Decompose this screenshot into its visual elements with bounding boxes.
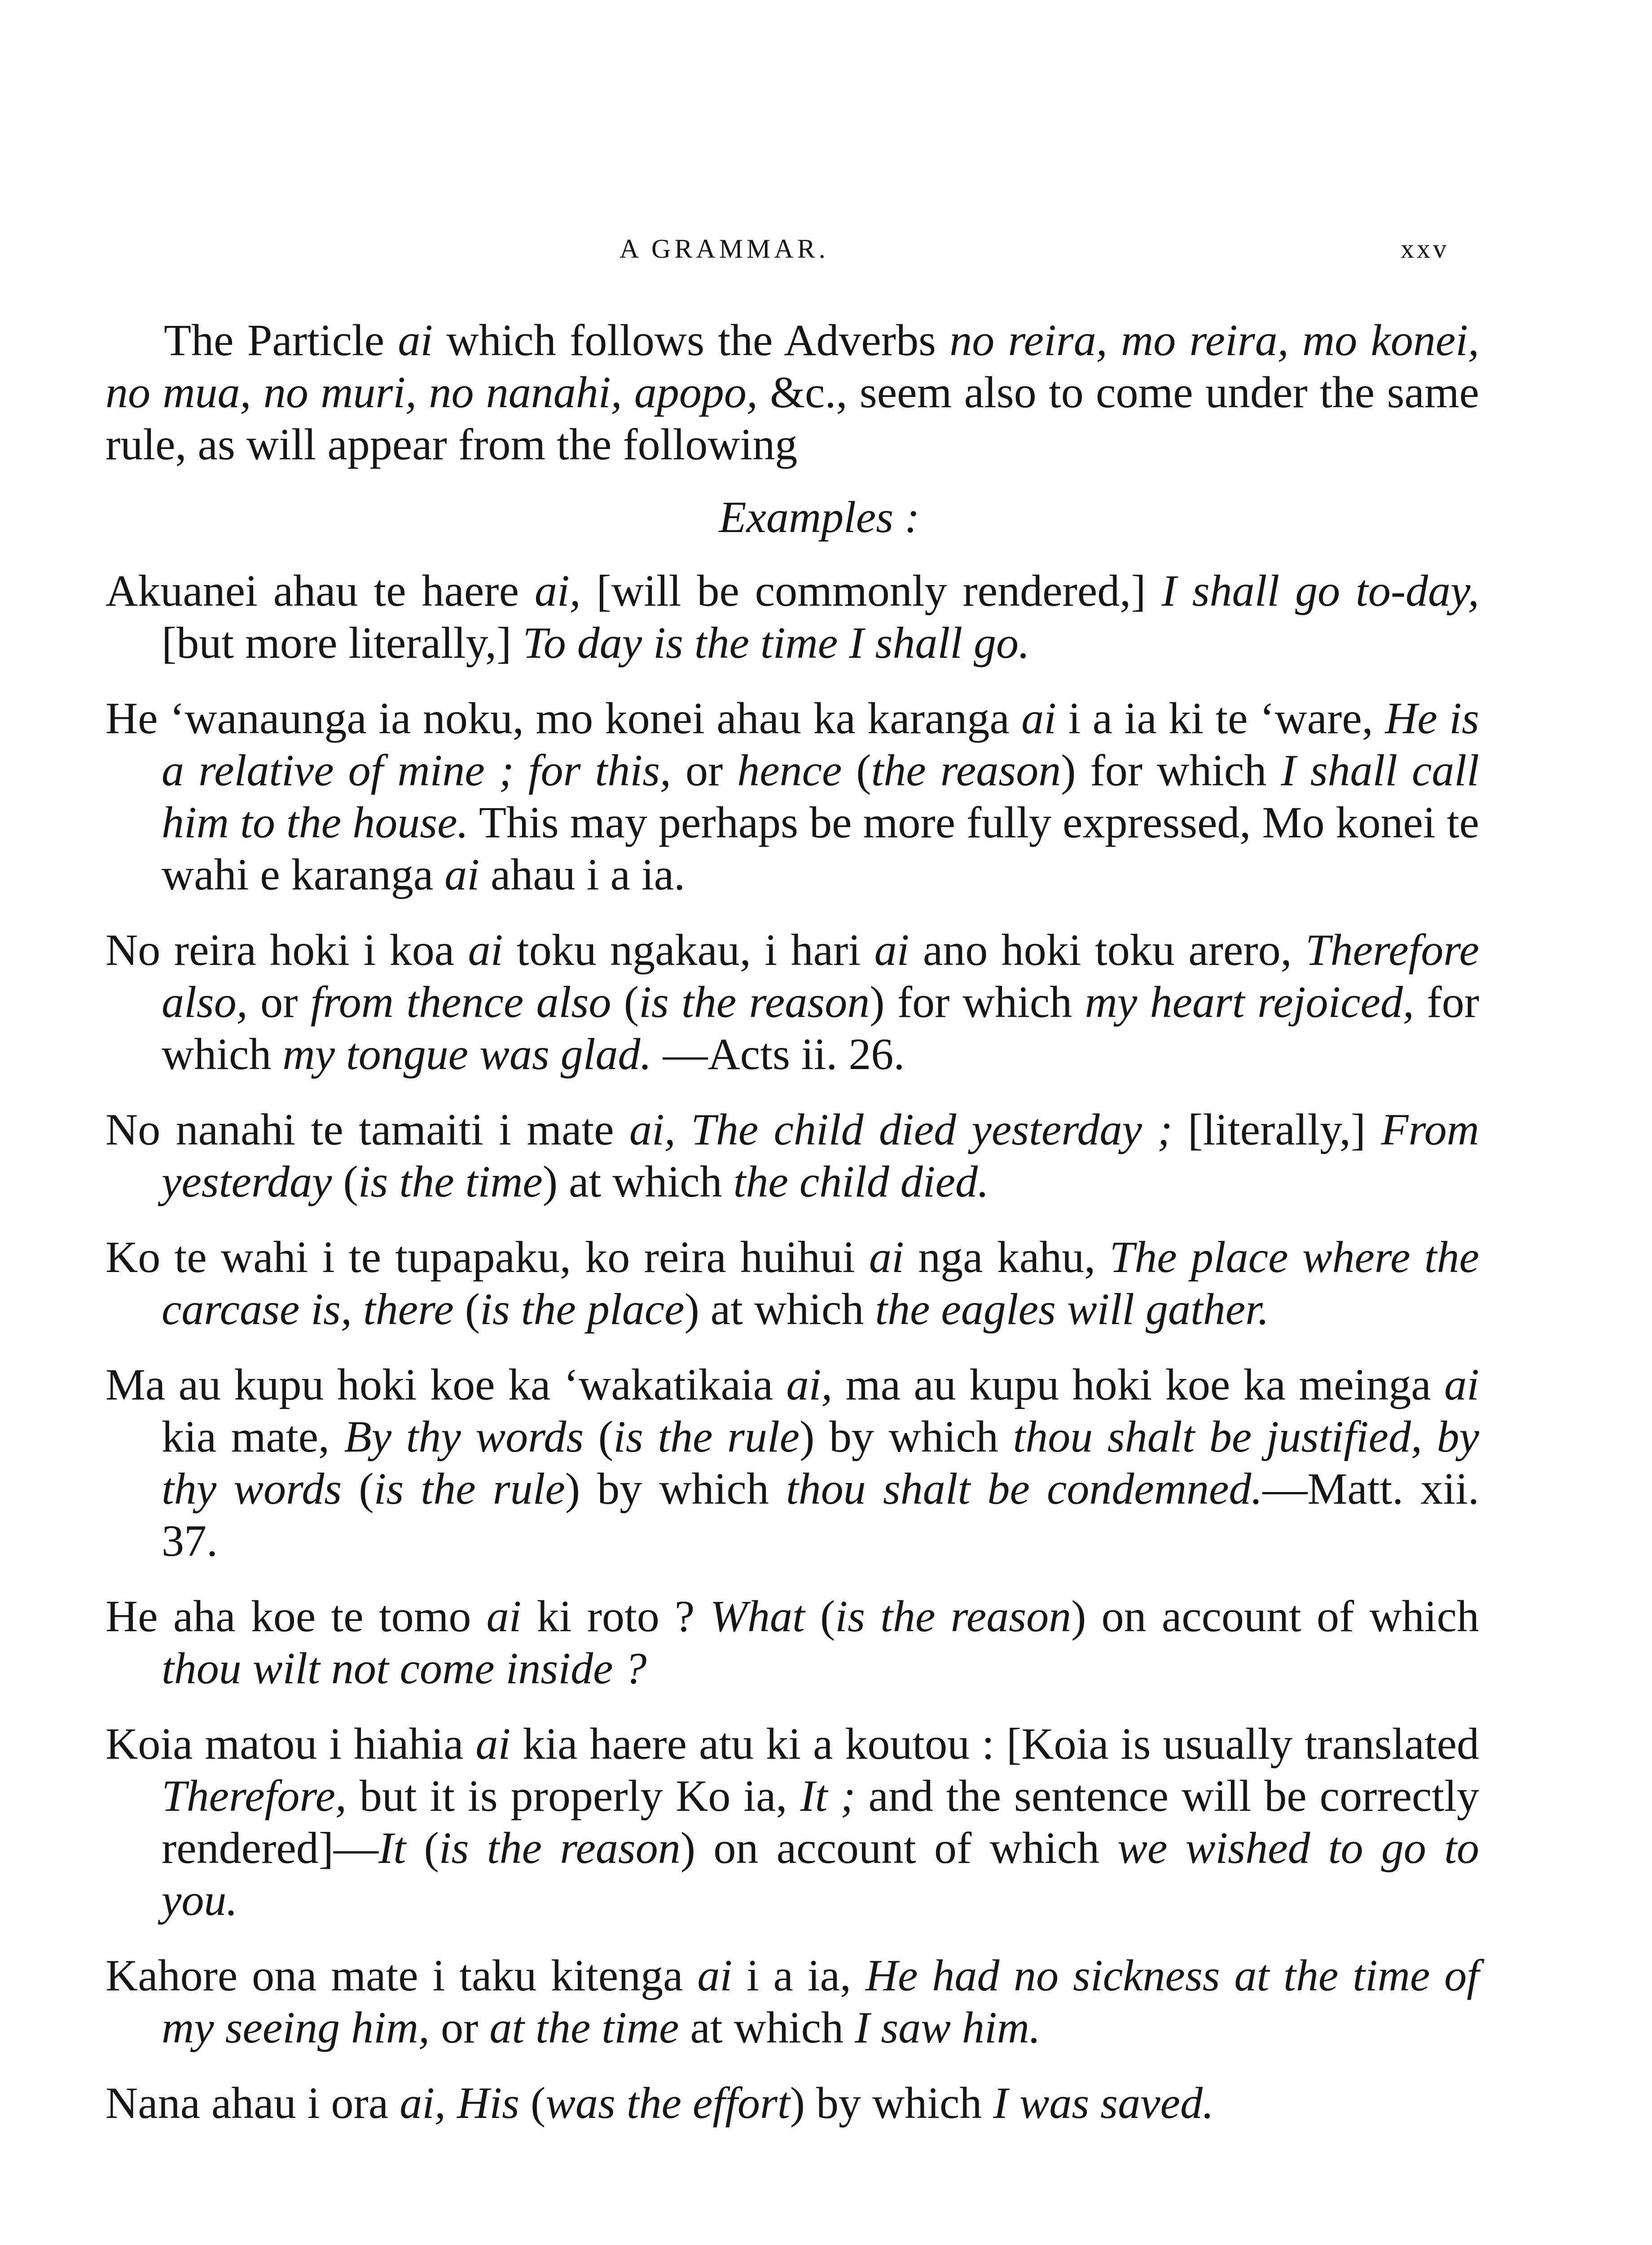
example-italic-text: By thy words (344, 1412, 584, 1461)
example-entry (105, 692, 1479, 901)
example-entry (105, 1950, 1479, 2054)
example-italic-text: is the time (358, 1157, 543, 1206)
example-text: ma au kupu hoki koe ka meinga (832, 1360, 1445, 1409)
example-entry (105, 1104, 1479, 1208)
example-text: No nanahi te tamaiti i mate (105, 1105, 630, 1154)
example-text: ) on account of which (1071, 1591, 1479, 1641)
example-text: or (671, 745, 738, 795)
example-text: toku ngakau, i hari (503, 925, 874, 975)
example-text: ) for which (1061, 745, 1281, 795)
example-italic-text: the child died. (733, 1157, 989, 1206)
example-italic-text: Therefore, (162, 1771, 347, 1821)
example-text: but it is properly Ko ia, (346, 1771, 800, 1821)
example-text: kia mate, (162, 1412, 344, 1461)
example-italic-text: my heart rejoiced, (1085, 977, 1415, 1027)
example-italic-text: His (457, 2078, 519, 2128)
example-italic-text: He is a relative of mine ; for this, (162, 693, 1479, 795)
example-italic-text: I shall call him to the house. (162, 745, 1479, 847)
intro-paragraph (105, 314, 1479, 471)
example-text: Koia matou i hiahia (105, 1719, 476, 1769)
example-italic-text: is the place (480, 1284, 685, 1334)
example-text: ) on account of which (680, 1823, 1118, 1873)
body-text (105, 314, 1479, 2153)
example-italic-text: I was saved. (993, 2078, 1214, 2128)
example-text: ( (453, 1284, 480, 1334)
example-italic-text: ai, (534, 566, 581, 616)
example-text (446, 2078, 457, 2128)
example-italic-text: ai (1021, 693, 1057, 743)
intro-text: which follows the Adverbs (433, 315, 950, 365)
example-text: ) at which (684, 1284, 875, 1334)
example-text: ( (406, 1823, 439, 1873)
example-italic-text: What (710, 1591, 805, 1641)
example-text: i a ia, (732, 1950, 866, 2000)
example-italic-text: ai, (400, 2078, 446, 2128)
example-italic-text: the reason (871, 745, 1061, 795)
example-text: [but more literally,] (162, 618, 523, 668)
example-text: ) at which (542, 1157, 734, 1206)
example-entry (105, 2077, 1479, 2129)
example-italic-text: The child died yesterday ; (691, 1105, 1173, 1154)
example-entry (105, 924, 1479, 1080)
example-text: nga kahu, (904, 1232, 1110, 1282)
example-italic-text: He had no sickness at the time of my seeing him, (162, 1950, 1479, 2052)
example-text: Akuanei ahau te haere (105, 566, 535, 616)
example-italic-text: I shall go to-day, (1161, 566, 1479, 616)
example-italic-text: at the time (489, 2003, 679, 2052)
example-italic-text: It (378, 1823, 406, 1873)
example-italic-text: thou wilt not come inside ? (162, 1643, 647, 1693)
example-italic-text: To day is the time I shall go. (523, 618, 1030, 668)
example-text: This may perhaps be more fully expressed, Mo konei te wahi e karanga (162, 797, 1479, 899)
example-italic-text: thou shalt be justified, by thy words (162, 1412, 1479, 1514)
example-italic-text: the eagles will gather. (875, 1284, 1270, 1334)
example-italic-text: ai, (786, 1360, 833, 1409)
examples-heading: Examples : (719, 492, 920, 542)
example-text: ( (332, 1157, 358, 1206)
example-italic-text: was the effort (545, 2078, 790, 2128)
example-text: Ko te wahi i te tupapaku, ko reira huihui (105, 1232, 870, 1282)
example-text: [will be commonly rendered,] (580, 566, 1162, 616)
example-text: ( (842, 745, 871, 795)
example-italic-text: ai (486, 1591, 522, 1641)
example-text: ) for which (870, 977, 1085, 1027)
intro-text: &c., seem also to come under the same rule, as will appear from the following (105, 367, 1479, 469)
example-text: Kahore ona mate i taku kitenga (105, 1950, 698, 2000)
example-italic-text: from thence also (310, 977, 611, 1027)
example-entry (105, 1718, 1479, 1926)
example-text: ano hoki toku arero, (909, 925, 1306, 975)
example-italic-text: is the reason (835, 1591, 1072, 1641)
example-text: —Acts ii. 26. (651, 1029, 905, 1079)
example-italic-text: ai (468, 925, 503, 975)
example-italic-text: ai (475, 1719, 511, 1769)
example-text: ( (519, 2078, 546, 2128)
example-entry (105, 565, 1479, 669)
example-text: i a ia ki te ‘ware, (1056, 693, 1385, 743)
example-text: or (430, 2003, 490, 2052)
example-text: ) by which (790, 2078, 993, 2128)
example-entry (105, 1359, 1479, 1567)
intro-text: The Particle (164, 315, 398, 365)
example-entry (105, 1590, 1479, 1695)
example-text: ) by which (800, 1412, 1013, 1461)
running-head: A GRAMMAR. (620, 234, 829, 264)
example-italic-text: is the rule (373, 1464, 565, 1514)
example-italic-text: Therefore also, (162, 925, 1480, 1027)
example-italic-text: ai, (629, 1105, 676, 1154)
intro-italic-text: ai (398, 315, 433, 365)
example-italic-text: ai (444, 850, 480, 899)
example-text: No reira hoki i koa (105, 925, 468, 975)
example-italic-text: hence (737, 745, 842, 795)
example-text: ahau i a ia. (479, 850, 685, 899)
example-italic-text: From yesterday (162, 1105, 1480, 1206)
example-text: ( (611, 977, 639, 1027)
example-italic-text: ai (874, 925, 909, 975)
example-text: ) by which (565, 1464, 786, 1514)
example-italic-text: we wished to go to you. (162, 1823, 1479, 1925)
example-text: for which (162, 977, 1479, 1079)
example-italic-text: I saw him. (855, 2003, 1041, 2052)
example-italic-text: is the rule (613, 1412, 800, 1461)
example-text (676, 1105, 691, 1154)
example-text: —Matt. xii. 37. (162, 1464, 1479, 1566)
example-text: He aha koe te tomo (105, 1591, 487, 1641)
example-italic-text: is the reason (639, 977, 870, 1027)
example-entry (105, 1231, 1479, 1335)
example-italic-text: ai (1444, 1360, 1479, 1409)
example-italic-text: is the reason (439, 1823, 681, 1873)
example-italic-text: It ; (800, 1771, 856, 1821)
example-text: [literally,] (1172, 1105, 1381, 1154)
examples-list (105, 565, 1479, 2129)
example-italic-text: thou shalt be condemned. (786, 1464, 1263, 1514)
example-text: He ‘wanaunga ia noku, mo konei ahau ka karanga (105, 693, 1022, 743)
example-text: ( (804, 1591, 835, 1641)
example-text: ki roto ? (521, 1591, 710, 1641)
example-italic-text: my tongue was glad. (282, 1029, 652, 1079)
example-italic-text: ai (869, 1232, 904, 1282)
example-text: Nana ahau i ora (105, 2078, 400, 2128)
example-italic-text: ai (697, 1950, 733, 2000)
page-number: xxv (1401, 234, 1449, 264)
example-text: at which (679, 2003, 855, 2052)
example-text: Ma au kupu hoki koe ka ‘wakatikaia (105, 1360, 786, 1409)
example-text: ( (342, 1464, 374, 1514)
intro-italic-text: no reira, mo reira, mo konei, no mua, no muri, no nanahi, apopo, (105, 315, 1479, 417)
example-text: and the sentence will be correctly rendered]— (162, 1771, 1480, 1873)
example-italic-text: The place where the carcase is, there (162, 1232, 1479, 1334)
example-text: ( (584, 1412, 614, 1461)
example-text: kia haere atu ki a koutou : [Koia is usually translated (510, 1719, 1479, 1769)
example-text: or (247, 977, 311, 1027)
